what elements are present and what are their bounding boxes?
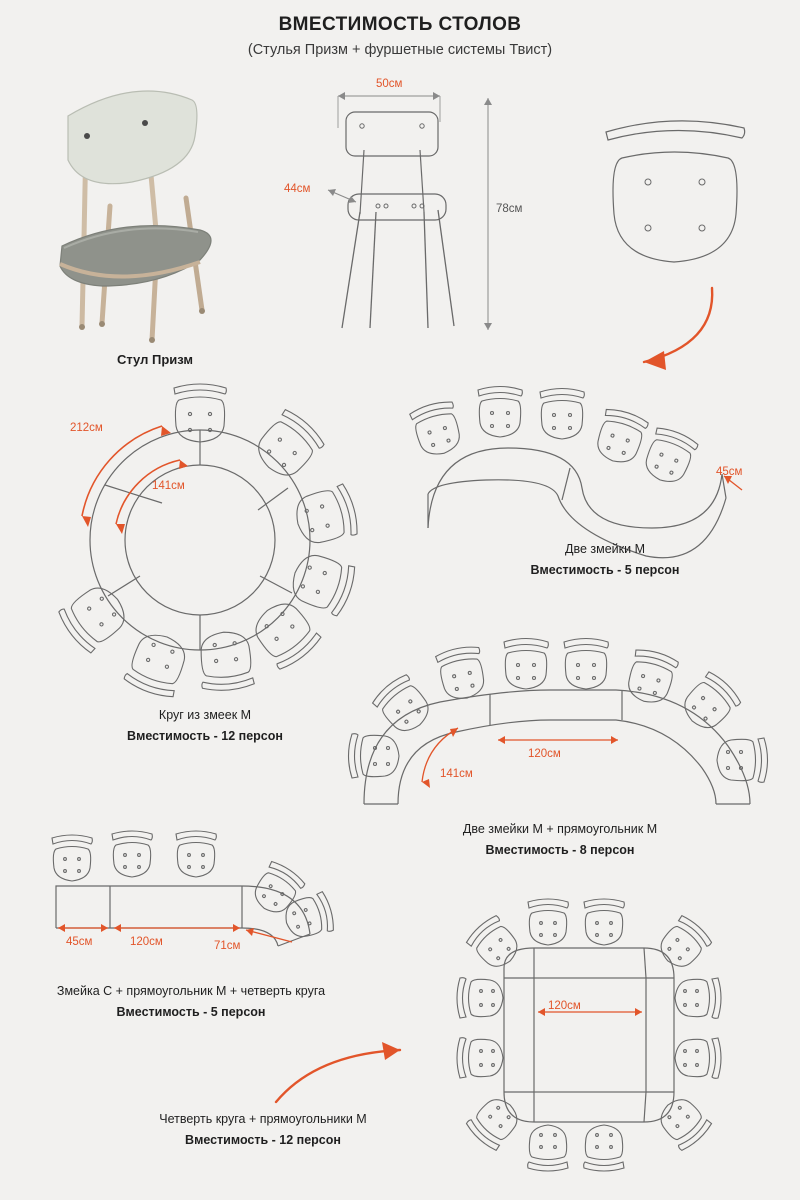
- curved-arrow-icon-1: [616, 282, 726, 392]
- page-title: ВМЕСТИМОСТЬ СТОЛОВ: [278, 14, 522, 35]
- layout-quarter-rects-diagram: [408, 896, 768, 1196]
- layout-snake-s-rect-quarter-diagram: [14, 824, 364, 954]
- two-snakes-dim: 45см: [716, 466, 743, 478]
- layout-snake-s-name: Змейка С + прямоугольник М + четверть круга: [56, 984, 326, 998]
- chair-height-dim: 78см: [496, 203, 523, 215]
- chair-side-drawing: [320, 82, 523, 352]
- layout-two-snakes-rect-name: Две змейки М + прямоугольник М: [462, 822, 658, 836]
- layout-snake-s-caption: [6, 984, 376, 1019]
- layout-two-snakes-rect-diagram: [330, 636, 780, 826]
- snake-s-dim-71: 71см: [214, 940, 241, 952]
- layout-quarter-rects-caption: [118, 1112, 408, 1147]
- layout-circle-of-snakes-diagram: [30, 368, 370, 708]
- snake-s-dim-120: 120см: [130, 936, 163, 948]
- layout-circle-capacity: Вместимость - 12 персон: [127, 729, 283, 743]
- curved-arrow-icon-2: [268, 1038, 418, 1108]
- two-snakes-rect-dim-120: 120см: [528, 748, 561, 760]
- chair-photo-caption: Стул Призм: [116, 352, 194, 367]
- layout-two-snakes-name: Две змейки М: [565, 542, 645, 556]
- two-snakes-rect-dim-141: 141см: [440, 768, 473, 780]
- quarter-rects-dim-120: 120см: [548, 1000, 581, 1012]
- layout-quarter-rects-name: Четверть круга + прямоугольники М: [159, 1112, 367, 1126]
- layout-snake-s-capacity: Вместимость - 5 персон: [116, 1005, 266, 1019]
- circle-outer-dim: 212см: [70, 422, 103, 434]
- layout-circle-caption: [70, 708, 340, 743]
- layout-two-snakes-rect-caption: [410, 822, 710, 857]
- chair-top-view: [596, 110, 756, 280]
- chair-width-dim: 50см: [376, 78, 403, 90]
- layout-two-snakes-diagram: [390, 378, 760, 548]
- circle-inner-dim: 141см: [152, 480, 185, 492]
- layout-quarter-rects-capacity: Вместимость - 12 персон: [185, 1133, 341, 1147]
- layout-two-snakes-rect-capacity: Вместимость - 8 персон: [485, 843, 635, 857]
- layout-two-snakes-caption: [470, 542, 740, 577]
- chair-seat-depth-dim: 44см: [284, 183, 311, 195]
- page-subtitle: (Стулья Призм + фуршетные системы Твист): [247, 42, 553, 58]
- snake-s-dim-45: 45см: [66, 936, 93, 948]
- layout-two-snakes-capacity: Вместимость - 5 персон: [530, 563, 680, 577]
- chair-photo: [40, 78, 270, 338]
- layout-circle-name: Круг из змеек М: [158, 708, 252, 722]
